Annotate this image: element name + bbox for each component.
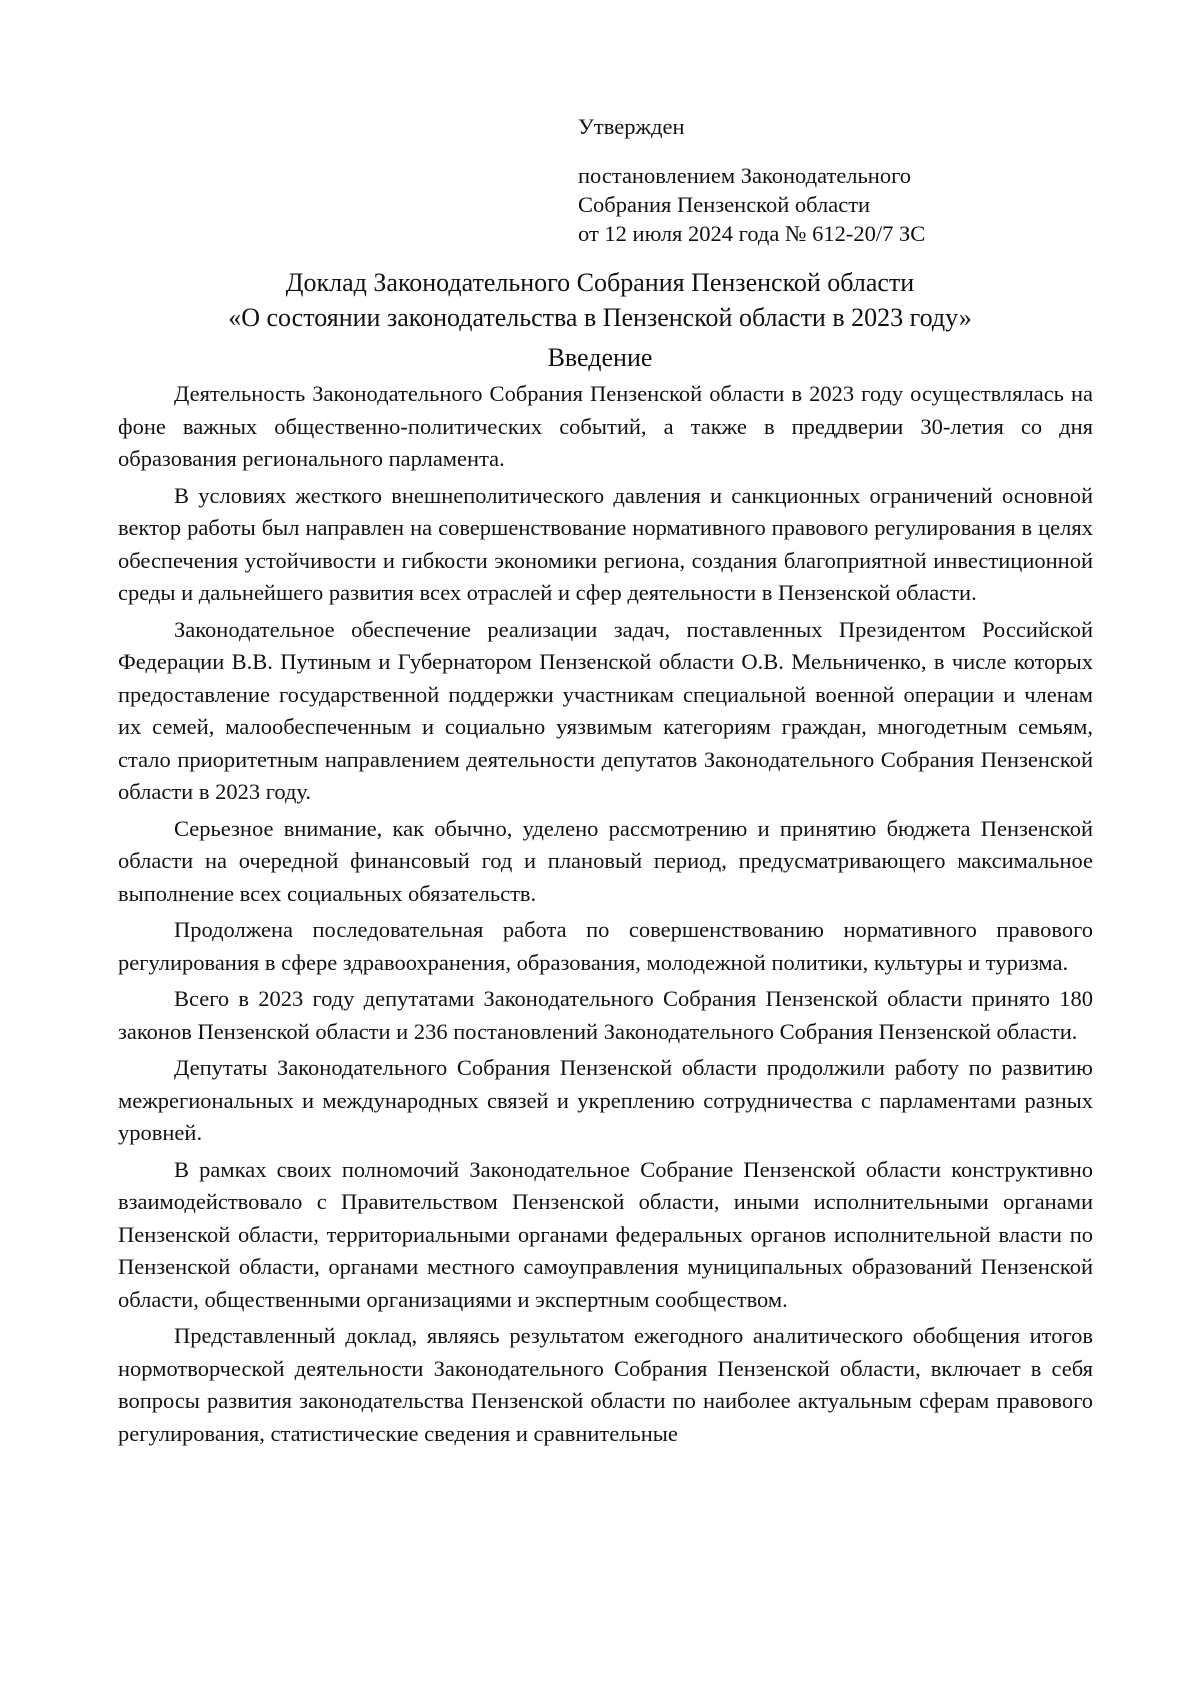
paragraph: Продолжена последовательная работа по совершенствованию нормативного правового регулирования в сфере здравоохранения, образования, молодежной политики, культуры и туризма. bbox=[118, 917, 1093, 975]
approval-line-1: постановлением Законодательного bbox=[578, 163, 912, 188]
body-text bbox=[118, 378, 1093, 1454]
document-title-line-2: «О состоянии законодательства в Пензенской области в 2023 году» bbox=[228, 303, 972, 332]
paragraph: Всего в 2023 году депутатами Законодательного Собрания Пензенской области принято 180 законов Пензенской области и 236 постановлений Законодательного Собрания Пензенской области. bbox=[118, 986, 1093, 1044]
approval-line-2: Собрания Пензенской области bbox=[578, 192, 871, 217]
approval-block bbox=[578, 112, 925, 248]
paragraph: Депутаты Законодательного Собрания Пензенской области продолжили работу по развитию межрегиональных и международных связей и укреплению сотрудничества с парламентами разных уровней. bbox=[118, 1055, 1093, 1145]
document-title-line-1: Доклад Законодательного Собрания Пензенской области bbox=[285, 268, 915, 297]
document-title bbox=[0, 265, 1200, 335]
paragraph: В рамках своих полномочий Законодательное Собрание Пензенской области конструктивно взаимодействовало с Правительством Пензенской области, иными исполнительными органами Пензенской области, территориальными органами федеральных органов исполнительной власти по Пензенской области, органами местного самоуправления муниципальных образований Пензенской области, общественными организациями и экспертным сообществом. bbox=[118, 1156, 1093, 1312]
paragraph: Деятельность Законодательного Собрания Пензенской области в 2023 году осуществлялась на фоне важных общественно-политических событий, а также в преддверии 30-летия со дня образования регионального парламента. bbox=[118, 381, 1093, 471]
paragraph: В условиях жесткого внешнеполитического давления и санкционных ограничений основной вектор работы был направлен на совершенствование нормативного правового регулирования в целях обеспечения устойчивости и гибкости экономики региона, создания благоприятной инвестиционной среды и дальнейшего развития всех отраслей и сфер деятельности в Пензенской области. bbox=[118, 482, 1093, 605]
approval-label: Утвержден bbox=[578, 114, 685, 139]
paragraph: Серьезное внимание, как обычно, уделено рассмотрению и принятию бюджета Пензенской области на очередной финансовый год и плановый период, предусматривающего максимальное выполнение всех социальных обязательств. bbox=[118, 815, 1093, 906]
paragraph: Представленный доклад, являясь результатом ежегодного аналитического обобщения итогов нормотворческой деятельности Законодательного Собрания Пензенской области, включает в себя вопросы развития законодательства Пензенской области по наиболее актуальным сферам правового регулирования, статистические сведения и сравнительные bbox=[118, 1323, 1093, 1446]
paragraph: Законодательное обеспечение реализации задач, поставленных Президентом Российской Федерации В.В. Путиным и Губернатором Пензенской области О.В. Мельниченко, в числе которых предоставление государственной поддержки участникам специальной военной операции и членам их семей, малообеспеченным и социально уязвимым категориям граждан, многодетным семьям, стало приоритетным направлением деятельности депутатов Законодательного Собрания Пензенской области в 2023 году. bbox=[118, 616, 1093, 804]
approval-line-3: от 12 июля 2024 года № 612-20/7 ЗС bbox=[578, 221, 926, 246]
section-heading: Введение bbox=[547, 343, 653, 372]
